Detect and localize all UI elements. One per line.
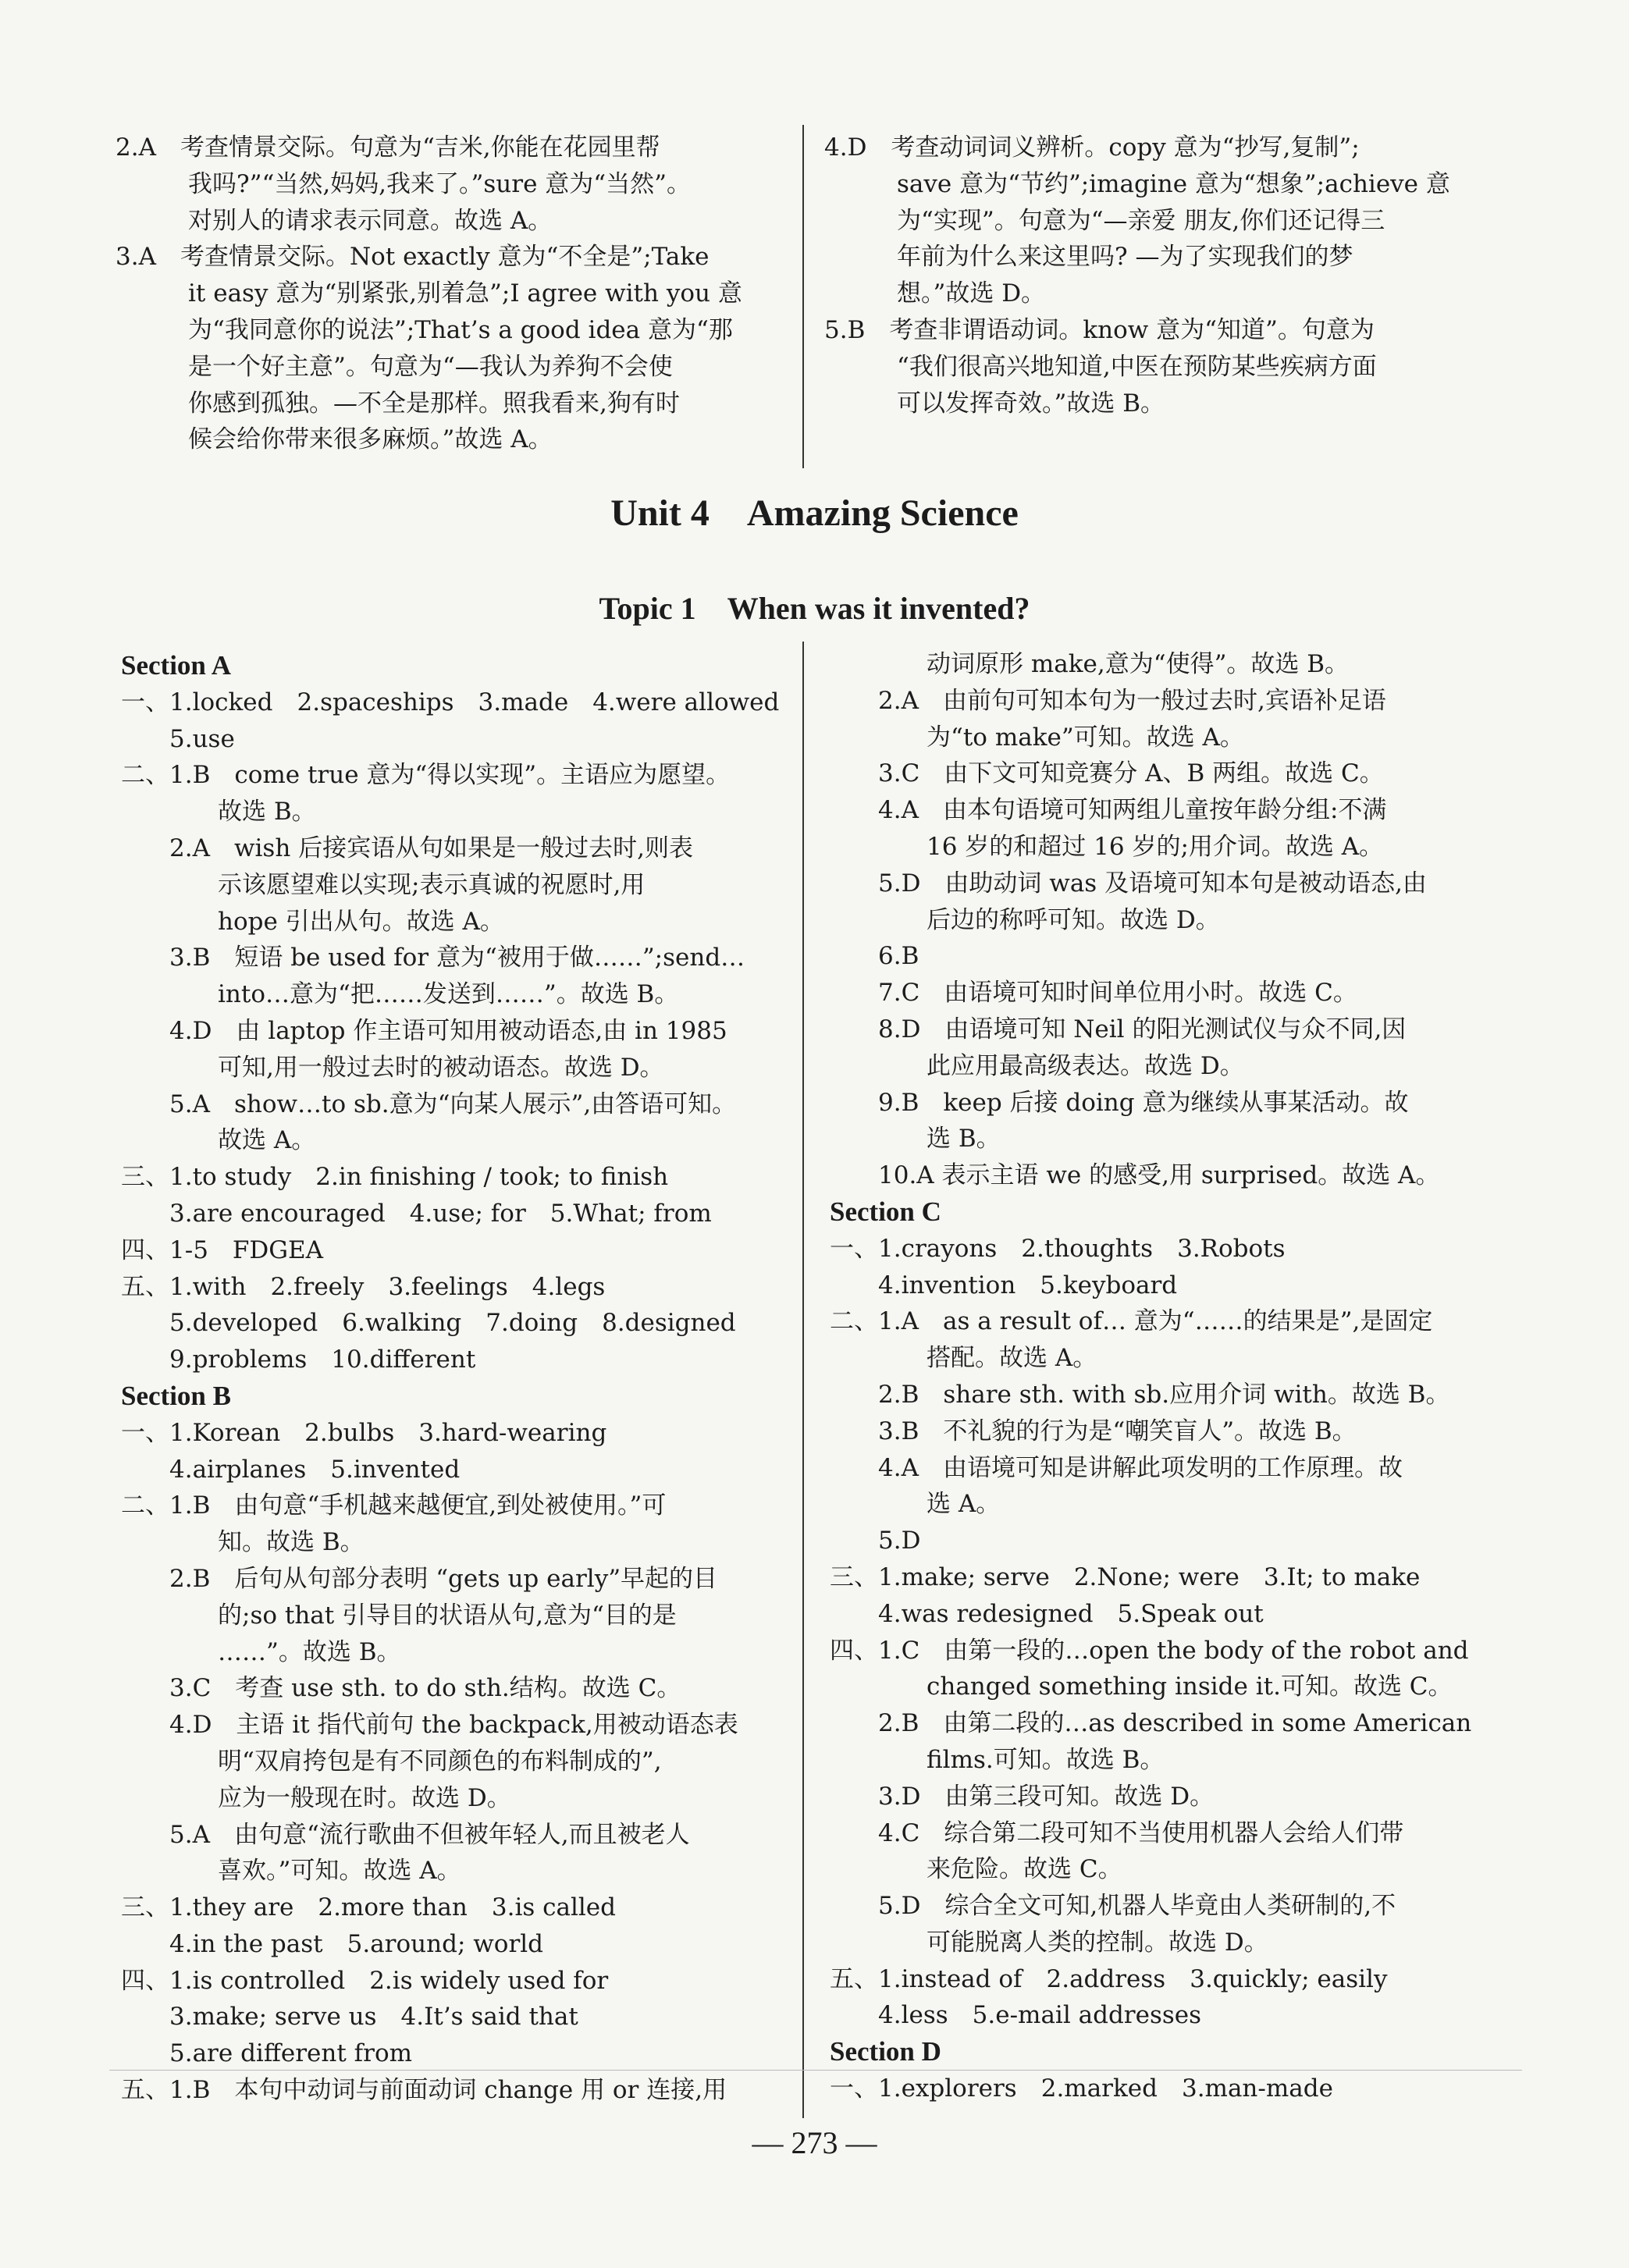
answer-line: 四、1.C 由第一段的…open the body of the robot and <box>830 1636 1469 1665</box>
answer-line: 6.B <box>830 942 919 971</box>
answer-line: 3.B 不礼貌的行为是“嘲笑盲人”。故选 B。 <box>830 1417 1357 1445</box>
section-heading: Section A <box>121 650 231 681</box>
answer-line: 2.B share sth. with sb.应用介词 with。故选 B。 <box>830 1380 1450 1409</box>
answer-line: 可以发挥奇效。”故选 B。 <box>824 389 1165 418</box>
answer-line: 可能脱离人类的控制。故选 D。 <box>830 1928 1268 1957</box>
answer-line: 2.B 后句从句部分表明 “gets up early”早起的目 <box>121 1564 718 1593</box>
answer-line: 4.invention 5.keyboard <box>830 1271 1178 1299</box>
answer-line: 4.airplanes 5.invented <box>121 1455 461 1484</box>
answer-line: 三、1.to study 2.in finishing / took; to finish <box>121 1163 669 1192</box>
answer-line: 一、1.Korean 2.bulbs 3.hard-wearing <box>121 1418 607 1447</box>
answer-line: 5.use <box>121 724 235 753</box>
answer-line: 知。故选 B。 <box>121 1528 365 1557</box>
answer-line: 3.are encouraged 4.use; for 5.What; from <box>121 1199 712 1228</box>
answer-line: 四、1-5 FDGEA <box>121 1235 324 1264</box>
answer-line: 3.C 考查 use sth. to do sth.结构。故选 C。 <box>121 1674 681 1703</box>
answer-line: 动词原形 make,意为“使得”。故选 B。 <box>830 650 1350 678</box>
answer-line: 5.developed 6.walking 7.doing 8.designed <box>121 1309 736 1338</box>
top-left-answers <box>116 130 785 458</box>
answer-line: 二、1.A as a result of… 意为“……的结果是”,是固定 <box>830 1307 1433 1336</box>
answer-line: it easy 意为“别紧张,别着急”;I agree with you 意 <box>116 279 742 308</box>
answer-line: 二、1.B 由句意“手机越来越便宜,到处被使用。”可 <box>121 1491 667 1520</box>
answer-line: 4.C 综合第二段可知不当使用机器人会给人们带 <box>830 1818 1404 1847</box>
answer-line: 一、1.crayons 2.thoughts 3.Robots <box>830 1234 1286 1263</box>
footer-rule <box>109 2070 1522 2071</box>
answer-line: 4.less 5.e-mail addresses <box>830 2001 1202 2030</box>
answer-line: 五、1.instead of 2.address 3.quickly; easily <box>830 1964 1388 1993</box>
answer-line: 年前为什么来这里吗? —为了实现我们的梦 <box>824 243 1353 272</box>
answer-line: 5.A 由句意“流行歌曲不但被年轻人,而且被老人 <box>121 1820 690 1849</box>
answer-line: ……”。故选 B。 <box>121 1637 401 1666</box>
answer-line: 5.D <box>830 1527 921 1555</box>
answer-line: 3.D 由第三段可知。故选 D。 <box>830 1782 1215 1811</box>
answer-line: 4.in the past 5.around; world <box>121 1929 544 1958</box>
topic-title: Topic 1 When was it invented? <box>599 591 1030 626</box>
answer-line: 5.A show…to sb.意为“向某人展示”,由答语可知。 <box>121 1090 737 1118</box>
answer-line: 8.D 由语境可知 Neil 的阳光测试仪与众不同,因 <box>830 1015 1407 1043</box>
unit-title: Unit 4 Amazing Science <box>610 492 1019 534</box>
answer-line: 2.A 考查情景交际。句意为“吉米,你能在花园里帮 <box>116 133 660 162</box>
left-column-answers <box>121 648 781 2109</box>
answer-line: 2.A wish 后接宾语从句如果是一般过去时,则表 <box>121 834 693 862</box>
right-column-answers <box>830 646 1493 2107</box>
answer-line: 4.D 主语 it 指代前句 the backpack,用被动语态表 <box>121 1711 738 1740</box>
answer-line: 16 岁的和超过 16 岁的;用介词。故选 A。 <box>830 832 1384 861</box>
section-heading: Section D <box>830 2036 941 2067</box>
answer-line: 故选 A。 <box>121 1126 316 1155</box>
answer-line: 5.B 考查非谓语动词。know 意为“知道”。句意为 <box>824 315 1375 344</box>
answer-line: 5.D 由助动词 was 及语境可知本句是被动语态,由 <box>830 869 1427 898</box>
answer-line: 一、1.locked 2.spaceships 3.made 4.were allowed <box>121 688 780 716</box>
answer-line: 为“实现”。句意为“—亲爱 朋友,你们还记得三 <box>824 206 1385 235</box>
answer-line: 选 B。 <box>830 1125 1001 1154</box>
answer-line: 搭配。故选 A。 <box>830 1344 1097 1373</box>
answer-line: 五、1.B 本句中动词与前面动词 change 用 or 连接,用 <box>121 2076 727 2105</box>
answer-line: 选 A。 <box>830 1490 1001 1519</box>
answer-line: 2.A 由前句可知本句为一般过去时,宾语补足语 <box>830 686 1386 715</box>
column-divider-bottom <box>802 642 804 2118</box>
section-heading: Section C <box>830 1196 941 1227</box>
answer-line: 4.D 由 laptop 作主语可知用被动语态,由 in 1985 <box>121 1016 727 1045</box>
answer-line: 9.B keep 后接 doing 意为继续从事某活动。故 <box>830 1088 1409 1117</box>
answer-line: 五、1.with 2.freely 3.feelings 4.legs <box>121 1272 606 1301</box>
section-heading: Section B <box>121 1380 231 1411</box>
column-divider-top <box>802 125 804 468</box>
answer-line: films.可知。故选 B。 <box>830 1745 1165 1774</box>
answer-line: 应为一般现在时。故选 D。 <box>121 1783 511 1812</box>
answer-line: 3.C 由下文可知竞赛分 A、B 两组。故选 C。 <box>830 759 1384 788</box>
answer-line: changed something inside it.可知。故选 C。 <box>830 1673 1453 1701</box>
answer-line: 来危险。故选 C。 <box>830 1855 1122 1884</box>
answer-line: 二、1.B come true 意为“得以实现”。主语应为愿望。 <box>121 761 731 790</box>
answer-line: 四、1.is controlled 2.is widely used for <box>121 1966 609 1995</box>
answer-line: 3.make; serve us 4.It’s said that <box>121 2003 578 2032</box>
answer-line: 是一个好主意”。句意为“—我认为养狗不会使 <box>116 352 673 381</box>
answer-line: hope 引出从句。故选 A。 <box>121 907 504 936</box>
answer-line: 后边的称呼可知。故选 D。 <box>830 905 1220 934</box>
answer-line: 3.B 短语 be used for 意为“被用于做……”;send… <box>121 944 745 972</box>
answer-line: 喜欢。”可知。故选 A。 <box>121 1857 461 1886</box>
answer-line: save 意为“节约”;imagine 意为“想象”;achieve 意 <box>824 169 1450 198</box>
answer-line: 为“to make”可知。故选 A。 <box>830 723 1244 752</box>
answer-line: 9.problems 10.different <box>121 1346 476 1374</box>
answer-line: 2.B 由第二段的…as described in some American <box>830 1709 1472 1738</box>
answer-line: 10.A 表示主语 we 的感受,用 surprised。故选 A。 <box>830 1161 1440 1190</box>
answer-line: 三、1.make; serve 2.None; were 3.It; to make <box>830 1562 1421 1591</box>
answer-line: 明“双肩挎包是有不同颜色的布料制成的”, <box>121 1747 662 1776</box>
answer-line: 5.are different from <box>121 2039 412 2068</box>
answer-line: 我吗?”“当然,妈妈,我来了。”sure 意为“当然”。 <box>116 169 691 198</box>
answer-line: 5.D 综合全文可知,机器人毕竟由人类研制的,不 <box>830 1892 1396 1921</box>
answer-line: 4.was redesigned 5.Speak out <box>830 1599 1264 1628</box>
answer-line: 4.A 由本句语境可知两组儿童按年龄分组:不满 <box>830 796 1387 825</box>
answer-line: 候会给你带来很多麻烦。”故选 A。 <box>116 425 553 454</box>
answer-line: 的;so that 引导目的状语从句,意为“目的是 <box>121 1601 677 1630</box>
answer-line: 可知,用一般过去时的被动语态。故选 D。 <box>121 1053 664 1082</box>
answer-line: 4.D 考查动词词义辨析。copy 意为“抄写,复制”; <box>824 133 1360 162</box>
answer-line: into…意为“把……发送到……”。故选 B。 <box>121 980 679 1009</box>
answer-line: 三、1.they are 2.more than 3.is called <box>121 1893 617 1922</box>
top-right-answers <box>824 130 1480 421</box>
answer-line: 此应用最高级表达。故选 D。 <box>830 1051 1244 1080</box>
answer-line: 想。”故选 D。 <box>824 279 1046 308</box>
answer-line: 为“我同意你的说法”;That’s a good idea 意为“那 <box>116 315 733 344</box>
answer-line: 示该愿望难以实现;表示真诚的祝愿时,用 <box>121 870 646 899</box>
answer-line: 7.C 由语境可知时间单位用小时。故选 C。 <box>830 979 1357 1008</box>
page-number: — 273 — <box>752 2125 877 2160</box>
answer-line: 4.A 由语境可知是讲解此项发明的工作原理。故 <box>830 1453 1403 1482</box>
answer-line: 你感到孤独。—不全是那样。照我看来,狗有时 <box>116 389 680 418</box>
answer-line: “我们很高兴地知道,中医在预防某些疾病方面 <box>824 352 1377 381</box>
answer-line: 对别人的请求表示同意。故选 A。 <box>116 206 553 235</box>
answer-line: 一、1.explorers 2.marked 3.man-made <box>830 2074 1333 2103</box>
answer-line: 3.A 考查情景交际。Not exactly 意为“不全是”;Take <box>116 243 710 272</box>
answer-line: 故选 B。 <box>121 798 316 827</box>
